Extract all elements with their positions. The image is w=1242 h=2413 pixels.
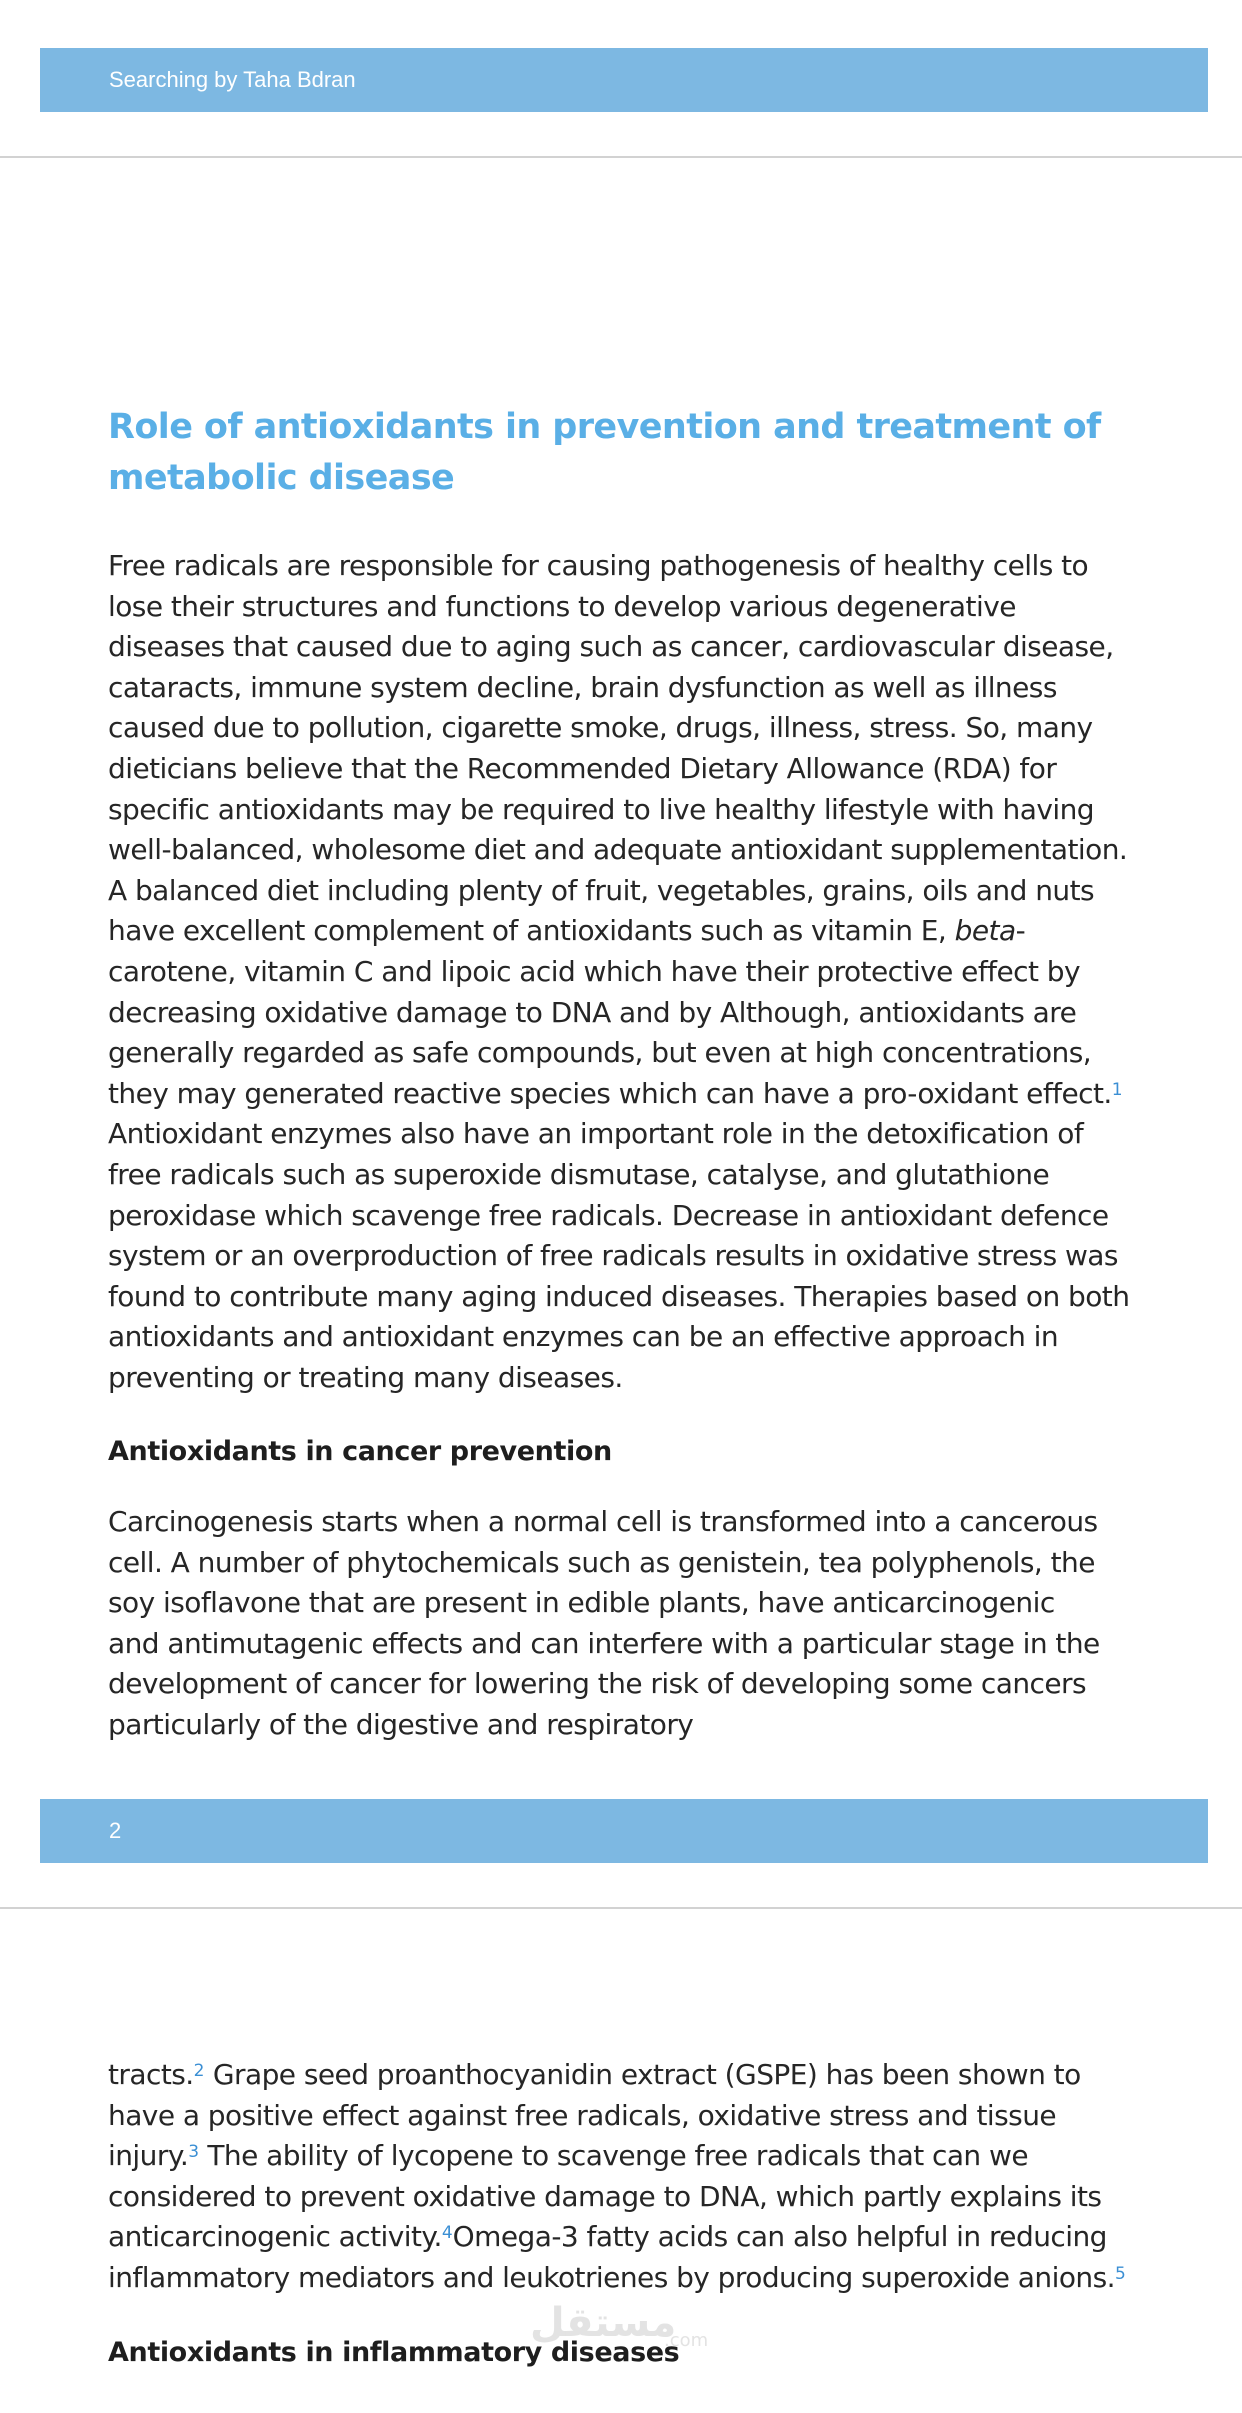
intro-paragraph [108, 546, 1150, 1398]
paragraph-line: development of cancer for lowering the risk of developing some cancers [108, 1667, 1087, 1701]
line-text: Omega-3 fatty acids can also helpful in reducing [452, 2220, 1107, 2254]
paragraph-line: soy isoflavone that are present in edible plants, have anticarcinogenic [108, 1586, 1055, 1620]
page-number: 2 [109, 1818, 122, 1843]
article-title-line: metabolic disease [108, 458, 455, 498]
italic-term: beta [954, 914, 1016, 948]
reference-link-1[interactable]: 1 [1111, 1079, 1123, 1100]
line-text: they may generated reactive species which can have a pro-oxidant effect. [108, 1076, 1112, 1110]
paragraph-line: system or an overproduction of free radicals results in oxidative stress was [108, 1239, 1118, 1273]
reference-link-2[interactable]: 2 [193, 2061, 205, 2081]
paragraph-line [108, 911, 1150, 952]
paragraph-line: Antioxidant enzymes also have an important role in the detoxification of [108, 1117, 1084, 1151]
paragraph-line: antioxidants and antioxidant enzymes can be an effective approach in [108, 1320, 1059, 1354]
paragraph-line: found to contribute many aging induced diseases. Therapies based on both [108, 1279, 1130, 1313]
paragraph-line: A balanced diet including plenty of fruit, vegetables, grains, oils and nuts [108, 873, 1095, 907]
paragraph-line [108, 2136, 1150, 2177]
line-text: - [1015, 914, 1026, 948]
paragraph-line [108, 2258, 1150, 2299]
paragraph-line: preventing or treating many diseases. [108, 1360, 623, 1394]
paragraph-line: free radicals such as superoxide dismutase, catalyse, and glutathione [108, 1157, 1050, 1191]
reference-link-4[interactable]: 4 [441, 2223, 453, 2244]
paragraph-line: diseases that caused due to aging such as cancer, cardiovascular disease, [108, 630, 1114, 664]
paragraph-line: considered to prevent oxidative damage to DNA, which partly explains its [108, 2179, 1102, 2213]
line-text: The ability of lycopene to scavenge free radicals that can we [199, 2139, 1028, 2173]
paragraph-line: particularly of the digestive and respiratory [108, 1707, 694, 1741]
paragraph-line: Carcinogenesis starts when a normal cell is transformed into a cancerous [108, 1505, 1098, 1538]
paragraph-line: generally regarded as safe compounds, but even at high concentrations, [108, 1036, 1092, 1070]
paragraph-line: dieticians believe that the Recommended Dietary Allowance (RDA) for [108, 751, 1057, 785]
paragraph-line: cell. A number of phytochemicals such as genistein, tea polyphenols, the [108, 1545, 1095, 1579]
paragraph-line: Free radicals are responsible for causing pathogenesis of healthy cells to [108, 549, 1089, 582]
reference-link-5[interactable]: 5 [1115, 2263, 1126, 2284]
paragraph-line [108, 2217, 1150, 2258]
paragraph-line: carotene, vitamin C and lipoic acid which have their protective effect by [108, 954, 1081, 988]
line-text: anticarcinogenic activity. [108, 2220, 442, 2254]
article-title-line: Role of antioxidants in prevention and treatment of [108, 407, 1101, 447]
page-footer-band [40, 1799, 1208, 1863]
page-separator [0, 1907, 1242, 1909]
paragraph-line [108, 2055, 1150, 2096]
line-text: tracts. [108, 2058, 194, 2091]
watermark-sub: .com [664, 2330, 709, 2351]
watermark-main: مستقل [530, 2300, 677, 2346]
section-heading-cancer: Antioxidants in cancer prevention [108, 1436, 612, 1467]
paragraph-line: cataracts, immune system decline, brain dysfunction as well as illness [108, 670, 1057, 704]
paragraph-line: lose their structures and functions to develop various degenerative [108, 589, 1016, 623]
line-text: have excellent complement of antioxidants such as vitamin E, [108, 914, 955, 948]
reference-link-3[interactable]: 3 [188, 2142, 200, 2163]
page-header-text: Searching by Taha Bdran [109, 67, 356, 92]
cancer-paragraph [108, 1502, 1150, 1746]
continuation-paragraph [108, 2055, 1150, 2299]
line-text: injury. [108, 2139, 189, 2173]
section-heading-inflammatory: Antioxidants in inflammatory diseases [108, 2337, 680, 2368]
article-title [108, 402, 1128, 504]
line-text: inflammatory mediators and leukotrienes by producing superoxide anions. [108, 2260, 1115, 2294]
paragraph-line: peroxidase which scavenge free radicals. Decrease in antioxidant defence [108, 1198, 1109, 1232]
paragraph-line: caused due to pollution, cigarette smoke, drugs, illness, stress. So, many [108, 711, 1093, 745]
line-text: Grape seed proanthocyanidin extract (GSPE) has been shown to [204, 2058, 1081, 2091]
paragraph-line: have a positive effect against free radicals, oxidative stress and tissue [108, 2098, 1057, 2132]
paragraph-line: and antimutagenic effects and can interfere with a particular stage in the [108, 1626, 1100, 1660]
paragraph-line [108, 1074, 1150, 1115]
page-separator [0, 156, 1242, 158]
paragraph-line: well-balanced, wholesome diet and adequate antioxidant supplementation. [108, 833, 1128, 867]
paragraph-line: specific antioxidants may be required to live healthy lifestyle with having [108, 792, 1095, 826]
paragraph-line: decreasing oxidative damage to DNA and by Although, antioxidants are [108, 995, 1077, 1029]
